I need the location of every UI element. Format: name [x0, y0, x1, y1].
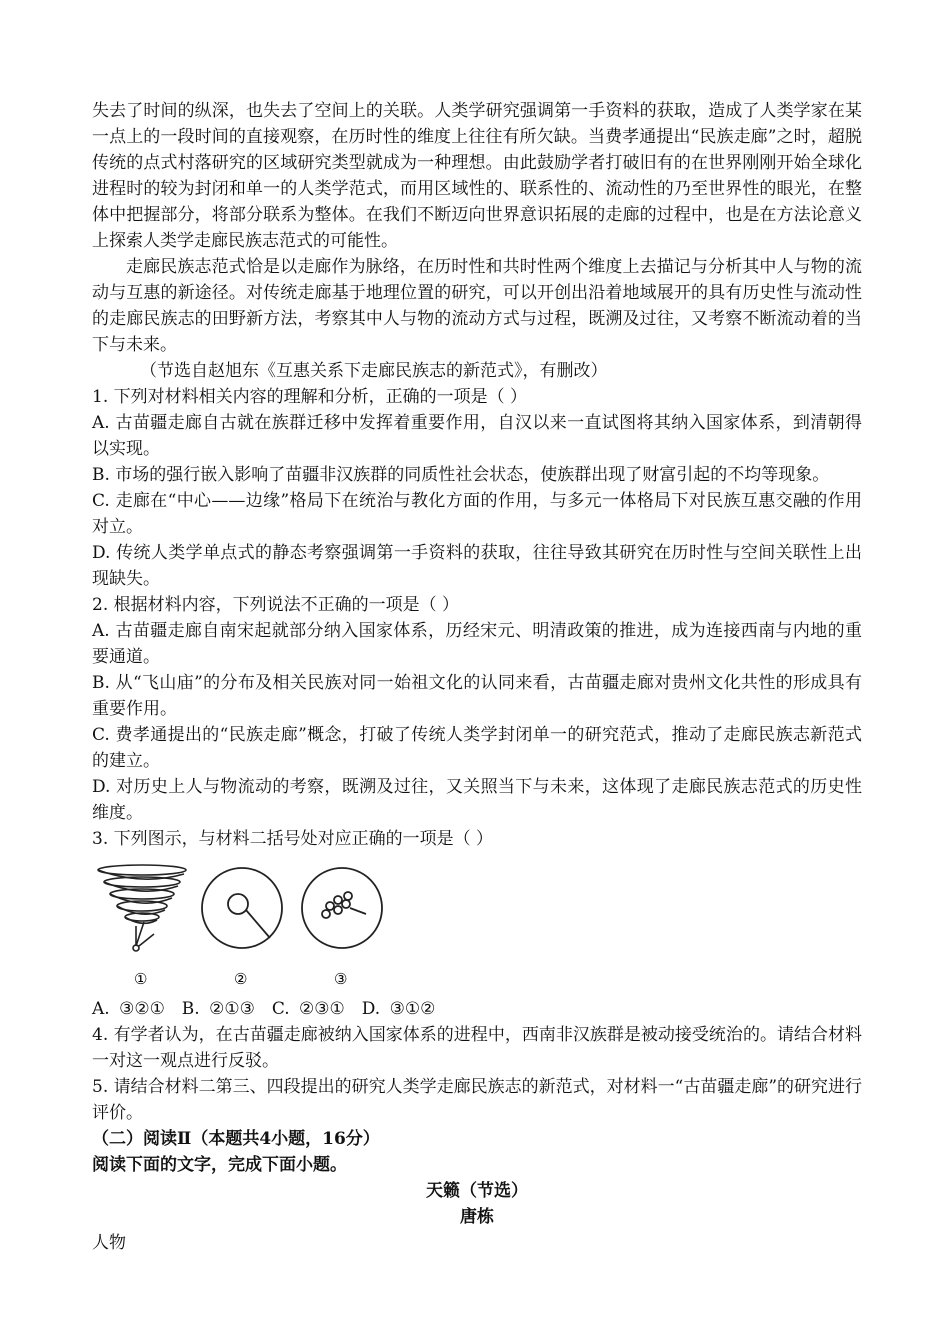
question-2-stem: 2. 根据材料内容，下列说法不正确的一项是（ ） — [92, 595, 460, 615]
exam-page — [92, 98, 862, 1256]
passage-paragraph-2: 走廊民族志范式恰是以走廊作为脉络，在历时性和共时性两个维度上去描记与分析其中人与物的流动与互惠的新途径。对传统走廊基于地理位置的研究，可以开创出沿着地域展开的具有历史性与流动性的走廊民族志的田野新方法，考察其中人与物的流动方式与过程，既溯及过往，又考察不断流动着的当下与未来。 — [92, 257, 862, 355]
question-2-option-b: B. 从“飞山庙”的分布及相关民族对同一始祖文化的认同来看，古苗疆走廊对贵州文化共性的形成具有重要作用。 — [92, 673, 862, 719]
question-1-option-c: C. 走廊在“中心——边缘”格局下在统治与教化方面的作用，与多元一体格局下对民族互惠交融的作用对立。 — [92, 491, 862, 537]
question-3-stem: 3. 下列图示，与材料二括号处对应正确的一项是（ ） — [92, 829, 494, 849]
question-2-option-d: D. 对历史上人与物流动的考察，既溯及过往，又关照当下与未来，这体现了走廊民族志范式的历史性维度。 — [92, 777, 862, 823]
circle-with-cluster-diagram — [302, 868, 382, 948]
question-5-stem: 5. 请结合材料二第三、四段提出的研究人类学走廊民族志的新范式，对材料一“古苗疆走廊”的研究进行评价。 — [92, 1077, 863, 1123]
question-4-stem: 4. 有学者认为，在古苗疆走廊被纳入国家体系的进程中，西南非汉族群是被动接受统治的。请结合材料一对这一观点进行反驳。 — [92, 1025, 862, 1071]
question-3-answers: A. ③②① B. ②①③ C. ②③① D. ③①② — [92, 999, 436, 1019]
section-instruction: 阅读下面的文字，完成下面小题。 — [92, 1155, 347, 1175]
spiral-funnel-diagram — [98, 865, 186, 951]
figure-label-3: ③ — [334, 970, 348, 988]
question-1-option-d: D. 传统人类学单点式的静态考察强调第一手资料的获取，往往导致其研究在历时性与空间关联性上出现缺失。 — [92, 543, 862, 589]
story-title: 天籁（节选） — [426, 1181, 528, 1201]
passage-paragraph-1: 失去了时间的纵深，也失去了空间上的关联。人类学研究强调第一手资料的获取，造成了人类学家在某一点上的一段时间的直接观察，在历时性的维度上往往有所欠缺。当费孝通提出“民族走廊”之时，超脱传统的点式村落研究的区域研究类型就成为一种理想。由此鼓励学者打破旧有的在世界刚刚开始全球化进程时的较为封闭和单一的人类学范式，而用区域性的、联系性的、流动性的乃至世界性的眼光，在整体中把握部分，将部分联系为整体。在我们不断迈向世界意识拓展的走廊的过程中，也是在方法论意义上探索人类学走廊民族志范式的可能性。 — [92, 101, 862, 251]
story-author: 唐栋 — [460, 1207, 494, 1227]
section-heading: （二）阅读Ⅱ（本题共4小题，16分） — [92, 1129, 380, 1149]
question-2-option-c: C. 费孝通提出的“民族走廊”概念，打破了传统人类学封闭单一的研究范式，推动了走廊民族志新范式的建立。 — [92, 725, 862, 771]
question-1-option-b: B. 市场的强行嵌入影响了苗疆非汉族群的同质性社会状态，使族群出现了财富引起的不均等现象。 — [92, 465, 830, 485]
source-citation: （节选自赵旭东《互惠关系下走廊民族志的新范式》，有删改） — [140, 361, 608, 381]
question-2-option-a: A. 古苗疆走廊自南宋起就部分纳入国家体系，历经宋元、明清政策的推进，成为连接西南与内地的重要通道。 — [92, 621, 862, 667]
question-3-figures — [92, 860, 862, 992]
question-1-stem: 1. 下列对材料相关内容的理解和分析，正确的一项是（ ） — [92, 387, 528, 407]
question-1-option-a: A. 古苗疆走廊自古就在族群迁移中发挥着重要作用，自汉以来一直试图将其纳入国家体系，到清朝得以实现。 — [92, 413, 862, 459]
figure-label-1: ① — [134, 970, 148, 988]
figure-label-2: ② — [234, 970, 248, 988]
circle-with-inner-circle-diagram — [202, 868, 282, 948]
story-first-line: 人物 — [92, 1233, 126, 1253]
diagram-group — [92, 860, 412, 992]
